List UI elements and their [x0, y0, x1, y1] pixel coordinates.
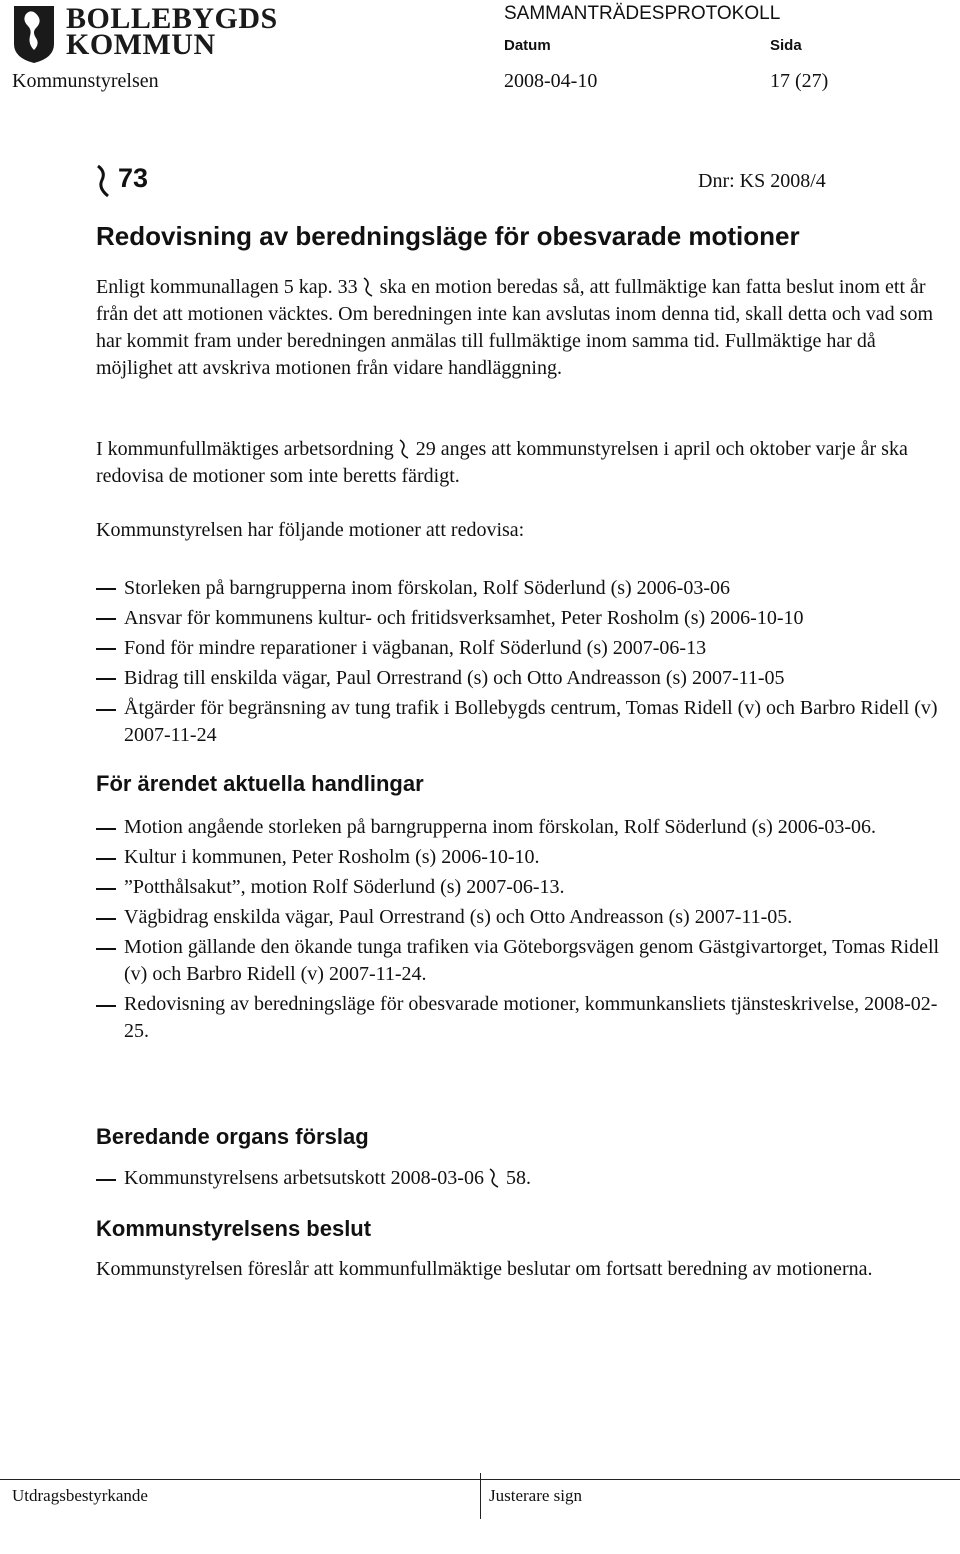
section-sign-icon: [362, 277, 376, 297]
intro-text-1a: Enligt kommunallagen 5 kap. 33: [96, 276, 358, 298]
decision-heading: Kommunstyrelsens beslut: [96, 1216, 372, 1241]
signature-divider: [480, 1473, 481, 1519]
document-text: Motion gällande den ökande tunga trafiken via Göteborgsvägen genom Gästgivartorget, Tomas Ridell (v) och Barbro Ridell (v) 2007-11-24.: [124, 936, 940, 985]
list-item: [96, 603, 942, 633]
list-item: [96, 573, 942, 603]
dash-icon: [96, 1005, 116, 1007]
intro-paragraph-3: [96, 517, 942, 544]
motion-text: Åtgärder för begränsning av tung trafik i Bollebygds centrum, Tomas Ridell (v) och Barbro Ridell (v) 2007-11-24: [124, 697, 938, 746]
section-sign-icon: [488, 1168, 502, 1188]
intro-text-2b: 29 anges att kommunstyrelsen i april och oktober varje år ska redovisa de motioner som inte beretts färdigt.: [96, 438, 908, 487]
documents-heading: För ärendet aktuella handlingar: [96, 771, 424, 796]
dash-icon: [96, 648, 116, 650]
dash-icon: [96, 618, 116, 620]
proposal-text-b: 58.: [505, 1167, 531, 1189]
document-text: ”Potthålsakut”, motion Rolf Söderlund (s) 2007-06-13.: [124, 876, 565, 898]
body-name: Kommunstyrelsen: [12, 70, 159, 92]
logo-wordmark: [66, 2, 278, 61]
intro-text-2a: I kommunfullmäktiges arbetsordning: [96, 438, 394, 460]
dash-icon: [96, 588, 116, 590]
intro-paragraph-1: [96, 274, 942, 382]
motions-list: [96, 573, 942, 749]
list-item: [96, 633, 942, 663]
intro-paragraph-2: [96, 436, 942, 490]
dash-icon: [96, 948, 116, 950]
list-item: [96, 904, 942, 931]
proposal-list: [96, 1165, 942, 1192]
excerpt-label: Utdragsbestyrkande: [12, 1486, 148, 1505]
list-item: [96, 874, 942, 901]
diary-number: Dnr: KS 2008/4: [698, 170, 826, 192]
intro-text-3: Kommunstyrelsen har följande motioner att redovisa:: [96, 519, 525, 541]
motion-text: Bidrag till enskilda vägar, Paul Orrestrand (s) och Otto Andreasson (s) 2007-11-05: [124, 667, 785, 689]
logo-line-2: KOMMUN: [66, 28, 216, 61]
decision-paragraph: [96, 1256, 896, 1283]
verifier-label: Justerare sign: [489, 1486, 583, 1505]
list-item: [96, 844, 942, 871]
list-item: [96, 693, 942, 749]
dash-icon: [96, 888, 116, 890]
section-title: Redovisning av beredningsläge för obesvarade motioner: [96, 221, 800, 251]
section-sign-icon: [96, 164, 112, 198]
municipality-crest-icon: [12, 4, 56, 64]
document-text: Kultur i kommunen, Peter Rosholm (s) 2006-10-10.: [124, 846, 540, 868]
signature-line-right: [480, 1479, 960, 1480]
signature-line-left: [0, 1479, 480, 1480]
document-text: Motion angående storleken på barngrupperna inom förskolan, Rolf Söderlund (s) 2006-03-06.: [124, 816, 877, 838]
proposal-text-a: Kommunstyrelsens arbetsutskott 2008-03-06: [124, 1167, 484, 1189]
dash-icon: [96, 828, 116, 830]
meeting-date: 2008-04-10: [504, 70, 598, 92]
list-item: [96, 991, 942, 1045]
motion-text: Ansvar för kommunens kultur- och fritidsverksamhet, Peter Rosholm (s) 2006-10-10: [124, 607, 804, 629]
page-number: 17 (27): [770, 70, 829, 92]
document-text: Vägbidrag enskilda vägar, Paul Orrestrand (s) och Otto Andreasson (s) 2007-11-05.: [124, 906, 793, 928]
dash-icon: [96, 858, 116, 860]
list-item: [96, 1165, 942, 1192]
date-label: Datum: [504, 37, 551, 54]
protocol-title: SAMMANTRÄDESPROTOKOLL: [504, 3, 781, 24]
proposal-heading: Beredande organs förslag: [96, 1124, 369, 1149]
page-label: Sida: [770, 37, 802, 54]
dash-icon: [96, 1179, 116, 1181]
intro-text-1b: ska en motion beredas så, att fullmäktige kan fatta beslut inom ett år från det att motionen väcktes. Om beredningen inte kan avslutas inom denna tid, skall detta och vad som har kommit fram under beredningen anmälas till fullmäktige inom samma tid. Fullmäktige har då möjlighet att avskriva motionen från vidare handläggning.: [96, 276, 934, 379]
dash-icon: [96, 709, 116, 711]
municipality-logo: [12, 4, 278, 66]
document-text: Redovisning av beredningsläge för obesvarade motioner, kommunkansliets tjänsteskrivelse, 2008-02-25.: [124, 993, 938, 1042]
dash-icon: [96, 678, 116, 680]
section-sign-icon: [398, 439, 412, 459]
documents-list: [96, 814, 942, 1045]
logo-line-1: BOLLEBYGDS: [66, 2, 278, 35]
motion-text: Fond för mindre reparationer i vägbanan, Rolf Söderlund (s) 2007-06-13: [124, 637, 707, 659]
list-item: [96, 663, 942, 693]
list-item: [96, 814, 942, 841]
motion-text: Storleken på barngrupperna inom förskolan, Rolf Söderlund (s) 2006-03-06: [124, 577, 730, 599]
decision-text: Kommunstyrelsen föreslår att kommunfullmäktige beslutar om fortsatt beredning av motionerna.: [96, 1258, 873, 1280]
section-number: 73: [118, 163, 149, 193]
dash-icon: [96, 918, 116, 920]
list-item: [96, 934, 942, 988]
